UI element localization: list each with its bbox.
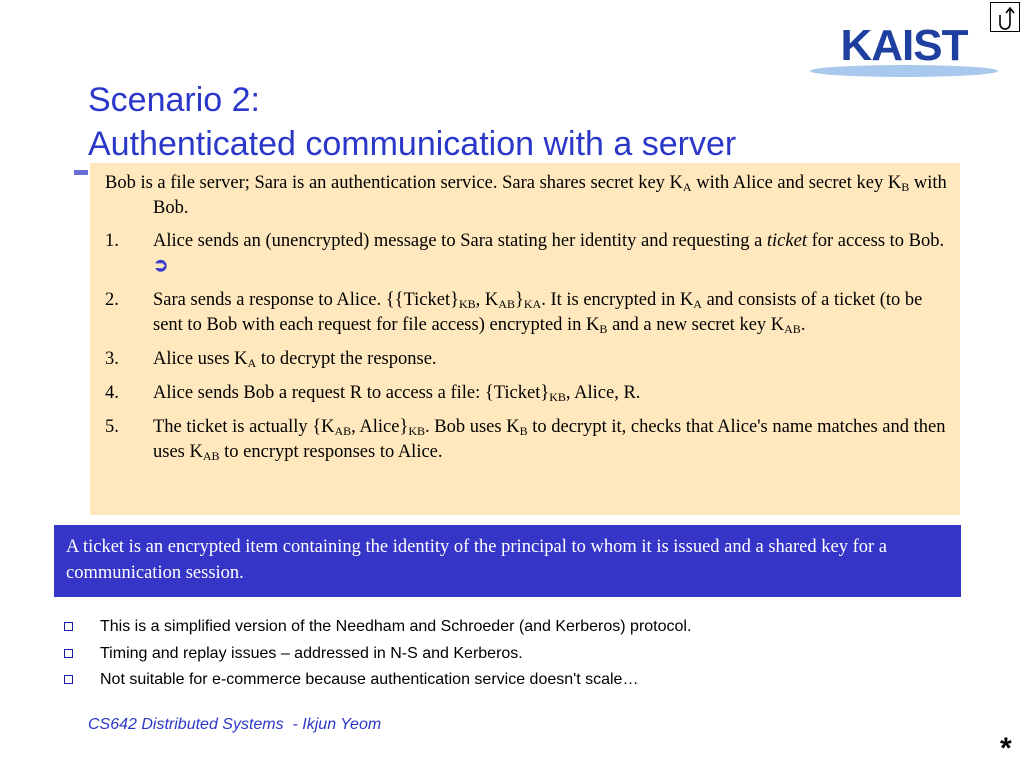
step-1: 1. Alice sends an (unencrypted) message to Sara stating her identity and requesting a ticket for access to Bob. ➲ — [105, 231, 945, 276]
hollow-square-bullet-icon — [64, 649, 73, 658]
title-line-2: Authenticated communication with a server — [88, 125, 737, 163]
list-item: Timing and replay issues – addressed in N-S and Kerberos. — [62, 643, 691, 670]
return-button[interactable] — [990, 2, 1020, 32]
title-line-1: Scenario 2: — [88, 81, 260, 119]
intro-paragraph: Bob is a file server; Sara is an authentication service. Sara shares secret key $K_A$ with Alice and secret key $K_B$ with Bob. — [105, 173, 947, 218]
footer-text: CS642 Distributed Systems - Ikjun Yeom — [88, 716, 382, 733]
hollow-square-bullet-icon — [64, 622, 73, 631]
page-title — [88, 78, 736, 166]
kaist-logo — [808, 14, 1000, 80]
step-3: 3. Alice uses $K_A$ to decrypt the response. — [105, 349, 437, 370]
notes-list — [62, 616, 691, 696]
logo-wordmark: KAIST — [840, 21, 968, 70]
scenario-box — [90, 163, 960, 515]
return-arrow-icon — [991, 3, 1019, 31]
list-item: This is a simplified version of the Needham and Schroeder (and Kerberos) protocol. — [62, 616, 691, 643]
page-marker: * — [1000, 732, 1012, 765]
dash-bullet — [74, 170, 88, 175]
step-2: 2. Sara sends a response to Alice. {$\{Ticket\}_{KB}$, $K_{AB}\}_{KA}$. It is encrypted in $K_A$ and consists of a ticket (to be sent to Bob with each request for file access) encrypted in $K_B$ and a new secret key $K_{AB}$. — [105, 290, 923, 336]
step-4: 4. Alice sends Bob a request R to access a file: $\{Ticket\}_{KB}$, Alice, R. — [105, 383, 641, 404]
ticket-definition: A ticket is an encrypted item containing the identity of the principal to whom it is issued and a shared key for a communication session. — [54, 525, 961, 597]
step-5: 5. The ticket is actually {$K_{AB}$, $Alice\}_{KB}$. Bob uses $K_B$ to decrypt it, checks that Alice's name matches and then uses $K_{AB}$ to encrypt responses to Alice. — [105, 417, 946, 463]
hollow-square-bullet-icon — [64, 675, 73, 684]
list-item: Not suitable for e-commerce because authentication service doesn't scale… — [62, 669, 691, 696]
curved-arrow-icon[interactable]: ➲ — [153, 256, 169, 276]
